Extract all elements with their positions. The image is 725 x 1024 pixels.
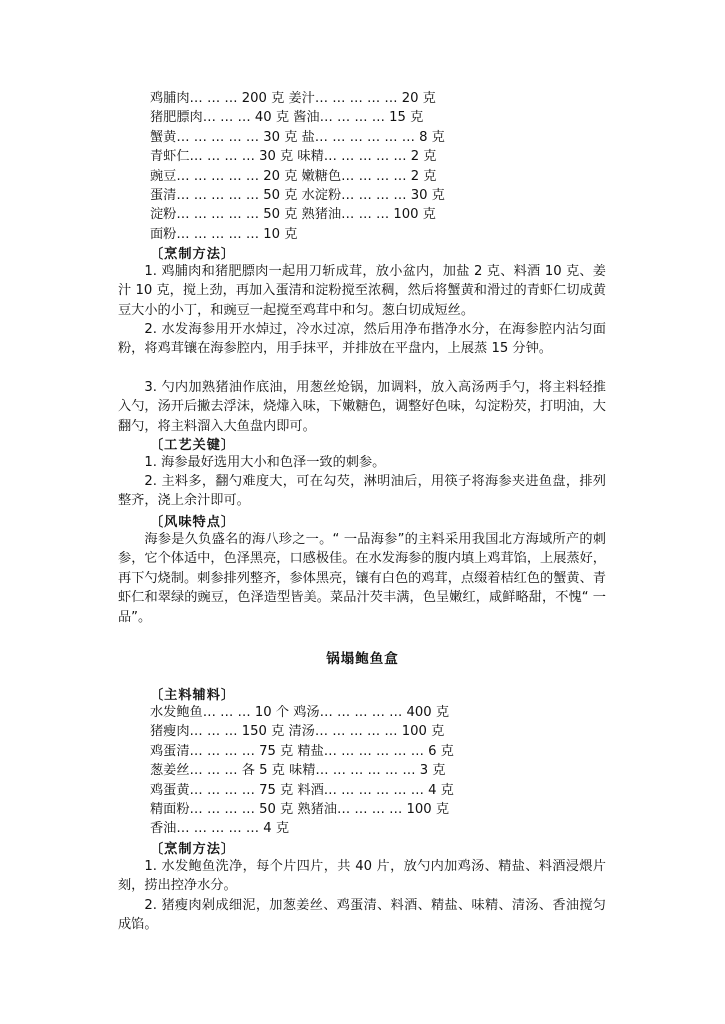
dish2-ingredients-heading: 〔主料辅料〕	[150, 688, 236, 703]
ingredient-line: 猪瘦肉… … … 150 克 清汤… … … … … 100 克	[150, 724, 445, 740]
dish1-method-heading: 〔烹制方法〕	[150, 247, 236, 262]
dish1-key-point-1: 1. 海参最好选用大小和色泽一致的刺参。	[144, 455, 386, 470]
dish1-key-point-2: 2. 主料多，翻勺难度大，可在勾芡，淋明油后，用筷子将海参夹进鱼盘，排列整齐，浇上余汁即可。	[118, 474, 606, 509]
ingredient-line: 葱姜丝… … … 各 5 克 味精… … … … … … 3 克	[150, 763, 446, 779]
ingredient-line: 鸡脯肉… … … 200 克 姜汁… … … … … 20 克	[150, 91, 436, 106]
dish1-method-step-3: 3. 勺内加熟猪油作底油，用葱丝炝锅，加调料，放入高汤两手勺，将主料轻推入勺，汤开后撇去浮沫，烧㸆入味，下嫩糖色，调整好色味，勾淀粉芡，打明油，大翻勺，将主料溜入大鱼盘内即可。	[118, 380, 606, 434]
dish1-key-heading: 〔工艺关键〕	[150, 438, 236, 453]
dish1-method-step-1: 1. 鸡脯肉和猪肥膘肉一起用刀斩成茸，放小盆内，加盐 2 克、料酒 10 克、姜汁 10 克，搅上劲，再加入蛋清和淀粉搅至浓稠，然后将蟹黄和滑过的青虾仁切成黄豆大小的小丁，和豌豆一起搅至鸡茸中和匀。葱白切成短丝。	[118, 264, 606, 318]
ingredient-line: 蛋清… … … … … 50 克 水淀粉… … … … 30 克	[150, 188, 445, 204]
dish2-method-step-2: 2. 猪瘦肉剁成细泥，加葱姜丝、鸡蛋清、料酒、精盐、味精、清汤、香油搅匀成馅。	[118, 898, 606, 933]
ingredient-line: 面粉… … … … … 10 克	[150, 226, 298, 242]
dish1-ingredient-list	[150, 89, 445, 244]
ingredient-line: 鸡蛋黄… … … … 75 克 料酒… … … … … … 4 克	[150, 782, 454, 798]
dish2-method-step-1: 1. 水发鲍鱼洗净，每个片四片，共 40 片，放勺内加鸡汤、精盐、料酒浸煨片刻，捞出控净水分。	[118, 859, 606, 894]
ingredient-line: 香油… … … … … 4 克	[150, 821, 290, 837]
ingredient-line: 鸡蛋清… … … … 75 克 精盐… … … … … … 6 克	[150, 743, 454, 759]
dish1-flavor-heading: 〔风味特点〕	[150, 515, 236, 530]
ingredient-line: 猪肥膘肉… … … 40 克 酱油… … … … 15 克	[150, 110, 424, 126]
dish1-method-step-2: 2. 水发海参用开水焯过，冷水过凉，然后用净布揩净水分，在海参腔内沾匀面粉，将鸡茸镶在海参腔内，用手抹平，并排放在平盘内，上展蒸 15 分钟。	[118, 322, 606, 357]
ingredient-line: 精面粉… … … … 50 克 熟猪油… … … … 100 克	[150, 802, 450, 818]
dish2-method-heading: 〔烹制方法〕	[150, 842, 236, 857]
dish1-flavor-text: 海参是久负盛名的海八珍之一。“ 一品海参”的主料采用我国北方海域所产的刺参，它个体适中，色泽黑亮，口感极佳。在水发海参的腹内填上鸡茸馅，上展蒸好，再下勺烧制。刺参排列整齐，参体黑亮，镶有白色的鸡茸，点缀着桔红色的蟹黄、青虾仁和翠绿的豌豆，色泽造型皆美。菜品汁芡丰满，色呈嫩红，咸鲜略甜，不愧“ 一品”。	[118, 532, 606, 625]
dish2-title: 锅塌鲍鱼盒	[326, 651, 399, 667]
ingredient-line: 水发鲍鱼… … … 10 个 鸡汤… … … … … 400 克	[150, 705, 450, 720]
ingredient-line: 青虾仁… … … … 30 克 味精… … … … … 2 克	[150, 149, 437, 165]
ingredient-line: 蟹黄… … … … … 30 克 盐… … … … … … 8 克	[150, 129, 445, 145]
ingredient-line: 豌豆… … … … … 20 克 嫩糖色… … … … 2 克	[150, 168, 437, 184]
dish2-ingredient-list	[150, 703, 454, 839]
ingredient-line: 淀粉… … … … … 50 克 熟猪油… … … 100 克	[150, 207, 436, 223]
